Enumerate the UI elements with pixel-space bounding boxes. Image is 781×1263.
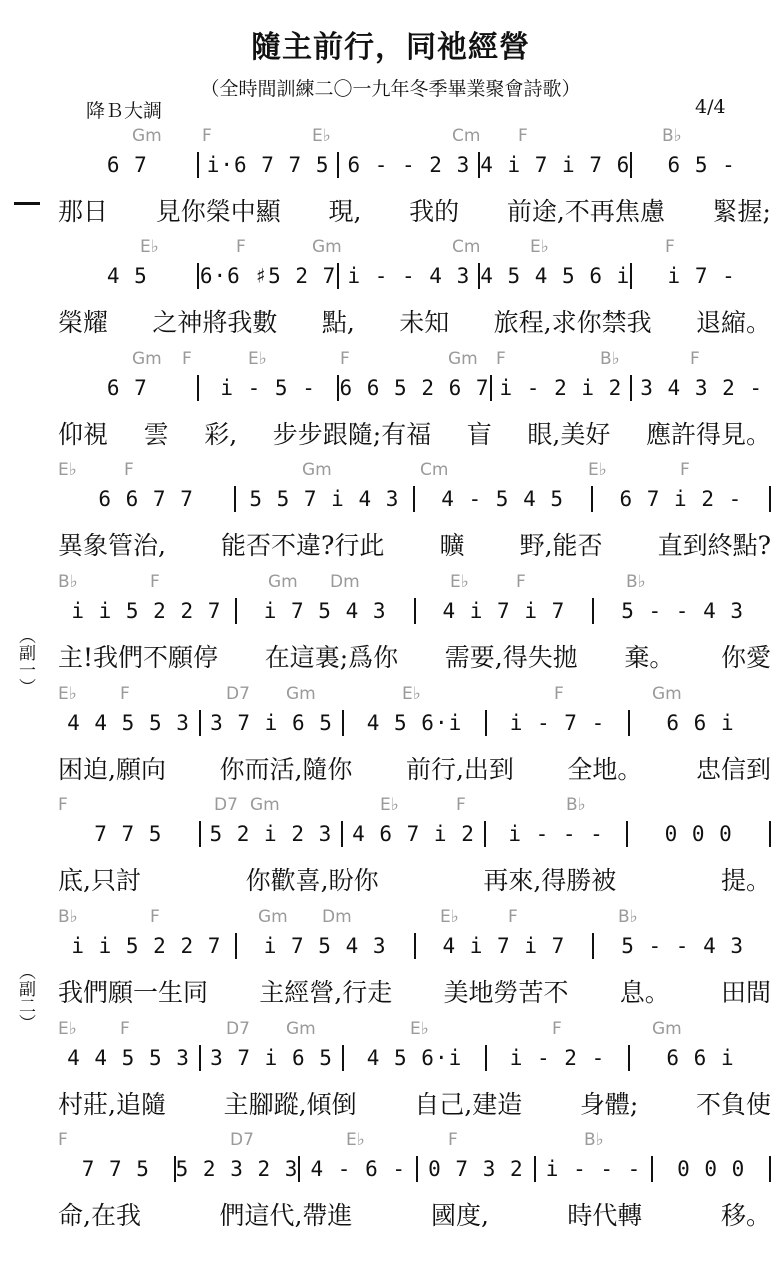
chord-symbol: F (340, 349, 350, 369)
measure: 5 - - 4 3 (621, 599, 745, 623)
measure: 5 2 i 2 3 (209, 822, 333, 846)
lyric-segment: 異象管治, (58, 531, 166, 560)
measure: 7 7 5 (81, 1157, 150, 1181)
lyrics-row (58, 415, 771, 451)
chord-symbol: Gm (448, 349, 478, 369)
measure: 4 5 6·i (366, 1046, 463, 1070)
lyric-segment: 野,能否 (519, 531, 603, 560)
measure: 4 4 5 5 3 (67, 1046, 190, 1070)
chord-symbol: E♭ (58, 460, 77, 480)
measure: 0 0 0 (664, 822, 733, 846)
lyric-segment: 田間 (720, 978, 771, 1007)
measure: 3 7 i 6 5 (210, 1046, 333, 1070)
chord-symbol: B♭ (58, 572, 78, 592)
chord-symbol: E♭ (346, 1130, 365, 1150)
chorus-two-label: （副二） (15, 963, 35, 1031)
notation-row (58, 819, 771, 849)
lyrics-row (58, 638, 771, 674)
measure: 6 6 i (666, 711, 735, 735)
measure: i i 5 2 2 7 (71, 599, 222, 623)
chord-symbol: D7 (214, 795, 238, 815)
measure: 4 5 (106, 264, 148, 288)
lyric-segment: 你歡喜,盼你 (245, 866, 379, 895)
measure: i - 7 - (509, 711, 606, 735)
measure: i - 5 - (220, 376, 316, 400)
lyric-segment: 見你榮中顯 (155, 197, 281, 226)
lyric-segment: 國度, (430, 1201, 489, 1230)
notation-row (58, 931, 771, 961)
chord-symbol: F (448, 1130, 458, 1150)
chord-symbol: F (496, 349, 506, 369)
chord-symbol: F (552, 1019, 562, 1039)
measure: 7 7 5 (94, 822, 163, 846)
measure: 6 6 i (666, 1046, 735, 1070)
lyric-segment: 移。 (720, 1201, 771, 1230)
song-title: 隨主前行，同祂經營 (251, 30, 530, 65)
lyric-segment: 主腳蹤,傾倒 (223, 1090, 357, 1119)
chord-symbol: E♭ (588, 460, 607, 480)
chord-symbol: Gm (132, 126, 162, 146)
measure: 6 7 (106, 153, 148, 177)
measure: 5 5 7 i 4 3 (249, 487, 400, 511)
notation-row (58, 596, 771, 626)
measure: i - - - (508, 822, 604, 846)
chord-symbol: D7 (226, 684, 250, 704)
chord-row (0, 907, 781, 927)
lyric-segment: 身體; (579, 1090, 639, 1119)
lyric-segment: 需要,得失拋 (444, 643, 578, 672)
lyric-segment: 棄。 (624, 643, 675, 672)
chord-row (0, 1019, 781, 1039)
chord-symbol: Dm (322, 907, 352, 927)
lyric-segment: 現, (328, 197, 362, 226)
lyrics-row (58, 973, 771, 1009)
chord-symbol: F (202, 126, 212, 146)
lyrics-row (58, 526, 771, 562)
measure: 6 - - 2 3 (347, 153, 471, 177)
chord-symbol: F (665, 237, 675, 257)
lyric-segment: 不負使 (695, 1090, 771, 1119)
measure: 4 - 5 4 5 (441, 487, 565, 511)
lyric-segment: 能否不違?行此 (221, 531, 385, 560)
measure: i - - - (545, 1157, 642, 1181)
notation-row (58, 150, 771, 180)
chord-symbol: F (518, 126, 528, 146)
lyric-segment: 主!我們不願停 (58, 643, 219, 672)
lyric-segment: 旅程,求你禁我 (493, 308, 652, 337)
measure: 0 7 3 2 (428, 1157, 524, 1181)
measure: 4 4 5 5 3 (67, 711, 190, 735)
chord-symbol: F (554, 684, 564, 704)
lyric-segment: 曠 (439, 531, 465, 560)
chord-symbol: B♭ (618, 907, 638, 927)
measure: 6 7 i 2 - (619, 487, 743, 511)
lyric-segment: 榮耀 (58, 308, 109, 337)
chord-symbol: Cm (452, 237, 481, 257)
lyric-segment: 底,只討 (58, 866, 141, 895)
lyric-segment: 你愛 (720, 643, 771, 672)
chord-symbol: B♭ (626, 572, 646, 592)
lyric-segment: 雲 (143, 420, 169, 449)
measure: 5 2 3 2 3 (175, 1157, 299, 1181)
chord-symbol: E♭ (402, 684, 421, 704)
chord-symbol: F (58, 795, 68, 815)
chord-symbol: E♭ (58, 684, 77, 704)
chord-symbol: F (150, 572, 160, 592)
chord-symbol: Dm (330, 572, 360, 592)
measure: i - 2 i 2 (499, 376, 623, 400)
chord-row (0, 460, 781, 480)
chord-symbol: Gm (286, 1019, 316, 1039)
score-line (0, 684, 781, 793)
notation-row (58, 261, 771, 291)
chord-symbol: F (516, 572, 526, 592)
time-signature: 4/4 (695, 96, 726, 118)
chord-symbol: E♭ (58, 1019, 77, 1039)
chord-symbol: E♭ (530, 237, 549, 257)
lyric-segment: 彩, (204, 420, 238, 449)
lyric-segment: 前行,出到 (405, 755, 514, 784)
lyrics-row (58, 1196, 771, 1232)
lyrics-row (58, 192, 771, 228)
notation-row (58, 1154, 771, 1184)
measure: 4 5 4 5 6 i (480, 264, 631, 288)
chord-row (0, 1130, 781, 1150)
lyric-segment: 退縮。 (695, 308, 771, 337)
chord-symbol: F (120, 684, 130, 704)
score-line (0, 907, 781, 1016)
chord-symbol: F (508, 907, 518, 927)
measure: i - - 4 3 (347, 264, 471, 288)
measure: i·6 7 7 5 (206, 153, 330, 177)
measure: 6 7 (106, 376, 148, 400)
chord-symbol: F (150, 907, 160, 927)
chord-row (0, 684, 781, 704)
chord-symbol: D7 (226, 1019, 250, 1039)
measure: i 7 5 4 3 (263, 934, 387, 958)
lyric-segment: 未知 (399, 308, 450, 337)
chord-symbol: F (680, 460, 690, 480)
chorus-one-label: （副一） (15, 627, 35, 695)
measure: 4 - 6 - (310, 1157, 407, 1181)
chord-row (0, 237, 781, 257)
lyric-segment: 眼,美好 (527, 420, 611, 449)
lyrics-row (58, 1085, 771, 1121)
chord-symbol: E♭ (410, 1019, 429, 1039)
lyric-segment: 自己,建造 (414, 1090, 523, 1119)
chord-symbol: B♭ (584, 1130, 604, 1150)
lyrics-row (58, 861, 771, 897)
chord-symbol: Gm (258, 907, 288, 927)
lyric-segment: 在這裏;爲你 (264, 643, 399, 672)
measure: i 7 5 4 3 (263, 599, 387, 623)
chord-symbol: F (236, 237, 246, 257)
score-line (0, 795, 781, 904)
chord-symbol: F (58, 1130, 68, 1150)
lyric-segment: 全地。 (567, 755, 643, 784)
lyric-segment: 之神將我數 (152, 308, 278, 337)
chord-symbol: E♭ (140, 237, 159, 257)
song-subtitle: （全時間訓練二〇一九年冬季畢業聚會詩歌） (200, 78, 581, 100)
chord-symbol: B♭ (662, 126, 682, 146)
lyric-segment: 緊握; (712, 197, 771, 226)
lyric-segment: 點, (321, 308, 355, 337)
chord-symbol: F (690, 349, 700, 369)
measure: i - 2 - (509, 1046, 606, 1070)
chord-symbol: E♭ (248, 349, 267, 369)
chord-symbol: B♭ (600, 349, 620, 369)
bar-line (769, 821, 771, 847)
chord-symbol: D7 (230, 1130, 254, 1150)
chord-symbol: E♭ (440, 907, 459, 927)
notation-row (58, 1043, 771, 1073)
chord-symbol: Gm (302, 460, 332, 480)
measure: 3 7 i 6 5 (210, 711, 333, 735)
measure: 6 5 - (667, 153, 736, 177)
notation-row (58, 708, 771, 738)
lyric-segment: 時代轉 (567, 1201, 643, 1230)
score-line (0, 349, 781, 458)
measure: i 7 - (667, 264, 736, 288)
chord-symbol: Cm (420, 460, 449, 480)
lyric-segment: 困迫,願向 (58, 755, 166, 784)
chord-row (0, 795, 781, 815)
chord-row (0, 126, 781, 146)
lyric-segment: 直到終點? (657, 531, 771, 560)
chord-symbol: B♭ (566, 795, 586, 815)
chord-symbol: Gm (250, 795, 280, 815)
measure: 5 - - 4 3 (621, 934, 745, 958)
measure: 3 4 3 2 - (640, 376, 764, 400)
chord-symbol: E♭ (380, 795, 399, 815)
chord-symbol: Cm (452, 126, 481, 146)
bar-line (769, 486, 771, 512)
measure: 6 6 7 7 (98, 487, 194, 511)
notation-row (58, 373, 771, 403)
chord-symbol: E♭ (450, 572, 469, 592)
chord-symbol: Gm (132, 349, 162, 369)
chord-symbol: Gm (268, 572, 298, 592)
measure: i i 5 2 2 7 (71, 934, 222, 958)
chord-symbol: Gm (312, 237, 342, 257)
score-line (0, 460, 781, 569)
measure: 4 i 7 i 7 (442, 599, 566, 623)
measure: 0 0 0 (677, 1157, 746, 1181)
lyric-segment: 命,在我 (58, 1201, 141, 1230)
chord-symbol: F (124, 460, 134, 480)
lyrics-row (58, 303, 771, 339)
lyric-segment: 息。 (619, 978, 670, 1007)
lyric-segment: 村莊,追隨 (58, 1090, 166, 1119)
measure: 6 6 5 2 6 7 (339, 376, 490, 400)
measure: 4 i 7 i 7 (442, 934, 566, 958)
chord-symbol: E♭ (312, 126, 331, 146)
score-line (0, 1130, 781, 1239)
score-line (0, 237, 781, 346)
lyric-segment: 我們願一生同 (58, 978, 209, 1007)
chord-symbol: Gm (286, 684, 316, 704)
lyric-segment: 盲 (466, 420, 492, 449)
chord-symbol: F (120, 1019, 130, 1039)
chord-symbol: Gm (652, 1019, 682, 1039)
lyric-segment: 你而活,隨你 (219, 755, 353, 784)
lyric-segment: 主經營,行走 (259, 978, 393, 1007)
measure: 4 i 7 i 7 6 (480, 153, 631, 177)
notation-row (58, 484, 771, 514)
lyric-segment: 那日 (58, 197, 109, 226)
chord-symbol: Gm (652, 684, 682, 704)
lyric-segment: 美地勞苦不 (443, 978, 569, 1007)
bar-line (769, 1156, 771, 1182)
lyric-segment: 步步跟隨;有福 (272, 420, 432, 449)
lyric-segment: 們這代,帶進 (219, 1201, 353, 1230)
lyrics-row (58, 750, 771, 786)
lyric-segment: 仰視 (58, 420, 109, 449)
lyric-segment: 再來,得勝被 (483, 866, 617, 895)
chord-symbol: F (456, 795, 466, 815)
score-line (0, 126, 781, 235)
lyric-segment: 提。 (720, 866, 771, 895)
key-signature: 降Ｂ大調 (86, 100, 163, 122)
measure: 6·6 ♯5 2 7 (199, 264, 337, 288)
chord-row (0, 349, 781, 369)
chord-symbol: F (182, 349, 192, 369)
chord-row (0, 572, 781, 592)
lyric-segment: 應許得見。 (645, 420, 771, 449)
score-line (0, 572, 781, 681)
lyric-segment: 我的 (409, 197, 460, 226)
measure: 4 6 7 i 2 (352, 822, 475, 846)
score-line (0, 1019, 781, 1128)
measure: 4 5 6·i (366, 711, 463, 735)
lyric-segment: 忠信到 (695, 755, 771, 784)
lyric-segment: 前途,不再焦慮 (506, 197, 665, 226)
chord-symbol: B♭ (58, 907, 78, 927)
